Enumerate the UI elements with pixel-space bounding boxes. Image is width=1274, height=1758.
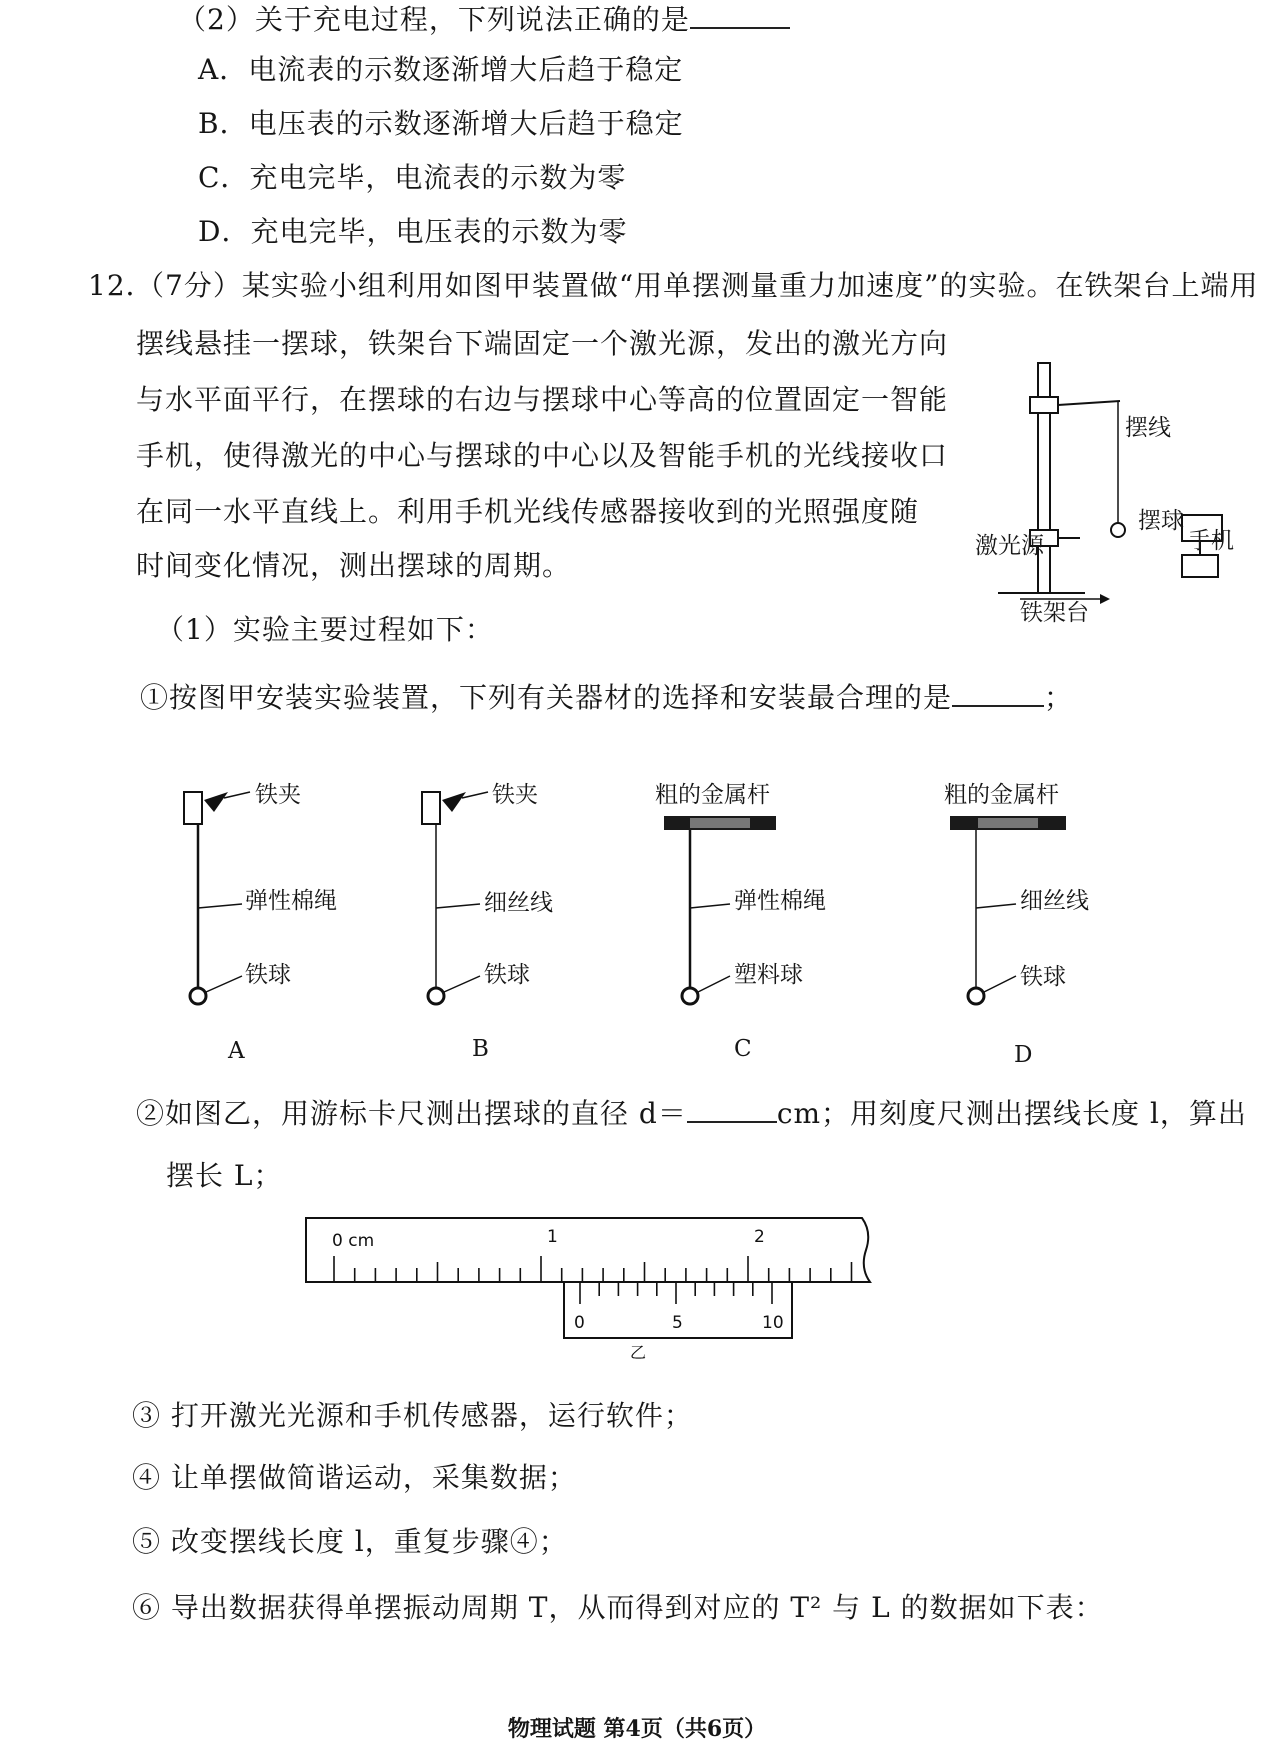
vernier-label-0: 0	[574, 1313, 585, 1333]
choice-b-top-leader	[462, 792, 488, 798]
q12-intro-line-5: 在同一水平直线上。利用手机光线传感器接收到的光照强度随	[136, 495, 920, 528]
choice-c-ball-label: 塑料球	[734, 962, 803, 988]
vernier-scale-ticks	[580, 1282, 772, 1304]
q12-score: （7分）	[136, 269, 242, 302]
choice-diagrams	[0, 770, 1274, 1070]
vernier-label-10: 10	[762, 1313, 784, 1333]
choice-a-clip	[204, 792, 228, 812]
label-string: 摆线	[1125, 415, 1171, 441]
main-scale-ticks	[334, 1256, 852, 1282]
q11-option-c: C．充电完毕，电流表的示数为零	[198, 161, 627, 194]
choice-a-diagram	[184, 792, 250, 1004]
q12-step1: ①按图甲安装实验装置，下列有关器材的选择和安装最合理的是 ；	[140, 681, 1074, 714]
pendulum-ball	[1111, 523, 1125, 537]
upper-clamp	[1030, 397, 1058, 413]
choice-d-top-label: 粗的金属杆	[944, 782, 1059, 808]
choice-b-diagram	[422, 792, 488, 1004]
vernier-caliper	[300, 1212, 880, 1362]
choice-d-ball-leader	[984, 976, 1016, 992]
label-laser: 激光源	[975, 533, 1044, 559]
choice-b-letter: B	[472, 1036, 489, 1062]
q12-intro-line-6: 时间变化情况，测出摆球的周期。	[136, 549, 572, 582]
figure-jia-apparatus	[960, 355, 1240, 635]
choice-d-string-label: 细丝线	[1020, 888, 1089, 914]
q12-intro-line-2: 摆线悬挂一摆球，铁架台下端固定一个激光源，发出的激光方向	[136, 327, 949, 360]
q12-intro-line-3: 与水平面平行，在摆球的右边与摆球中心等高的位置固定一智能	[136, 383, 949, 416]
choice-c-ball	[682, 988, 698, 1004]
q12-step2-line2: 摆长 L；	[166, 1159, 283, 1192]
choice-c-top-label: 粗的金属杆	[655, 782, 770, 808]
choice-a-ball-leader	[206, 976, 242, 992]
choice-c-ball-leader	[698, 976, 730, 992]
choice-c-string-leader	[690, 904, 730, 908]
q12-intro-line-1: （7分）某实验小组利用如图甲装置做“用单摆测量重力加速度”的实验。在铁架台上端用	[136, 269, 1259, 302]
choice-d-string-leader	[976, 904, 1016, 908]
choice-a-top-leader	[224, 792, 250, 798]
choice-c-rod-band	[690, 818, 750, 828]
choice-a-letter: A	[228, 1038, 245, 1064]
choice-a-string-leader	[198, 904, 242, 908]
choice-b-string-label: 细丝线	[484, 890, 553, 916]
choice-a-clamp	[184, 792, 202, 824]
label-stand: 铁架台	[1020, 600, 1089, 626]
vernier-label-5: 5	[672, 1313, 683, 1333]
main-label-2: 2	[754, 1227, 765, 1247]
choice-d-rod-band	[978, 818, 1038, 828]
q12-step4: ④ 让单摆做简谐运动，采集数据；	[132, 1461, 577, 1494]
choice-b-ball	[428, 988, 444, 1004]
choice-d-ball-label: 铁球	[1020, 964, 1066, 990]
q12-step2: ②如图乙，用游标卡尺测出摆球的直径 d＝ cm；用刻度尺测出摆线长度 l，算出	[136, 1097, 1247, 1130]
label-phone: 手机	[1188, 528, 1234, 554]
choice-d-ball	[968, 988, 984, 1004]
choice-b-string-leader	[436, 904, 480, 908]
q11-option-d: D．充电完毕，电压表的示数为零	[198, 215, 628, 248]
choice-c-string-label: 弹性棉绳	[734, 888, 826, 914]
choice-b-ball-leader	[444, 976, 480, 992]
choice-a-ball	[190, 988, 206, 1004]
q11-option-a: A．电流表的示数逐渐增大后趋于稳定	[198, 53, 684, 86]
caliper-main-body	[306, 1218, 870, 1282]
caliper-caption: 乙	[630, 1343, 647, 1362]
q12-part1-title: （1）实验主要过程如下：	[156, 613, 494, 646]
upper-arm	[1058, 401, 1120, 405]
q12-intro-line-4: 手机，使得激光的中心与摆球的中心以及智能手机的光线接收口	[136, 439, 949, 472]
phone-stand	[1182, 555, 1218, 577]
choice-a-string-label: 弹性棉绳	[245, 888, 337, 914]
q11-part2-stem: （2）关于充电过程，下列说法正确的是	[178, 2, 790, 38]
choice-a-ball-label: 铁球	[245, 962, 291, 988]
q12-step5: ⑤ 改变摆线长度 l，重复步骤④；	[132, 1525, 568, 1558]
choice-b-clip	[442, 792, 466, 812]
main-label-0: 0 cm	[332, 1231, 375, 1251]
q11-option-b: B．电压表的示数逐渐增大后趋于稳定	[198, 107, 684, 140]
q12-step3: ③ 打开激光光源和手机传感器，运行软件；	[132, 1399, 693, 1432]
page-footer: 物理试题 第4页（共6页）	[507, 1716, 767, 1742]
choice-b-clamp	[422, 792, 440, 824]
q12-number: 12．	[88, 269, 155, 302]
choice-b-ball-label: 铁球	[484, 962, 530, 988]
q12-step6: ⑥ 导出数据获得单摆振动周期 T，从而得到对应的 T² 与 L 的数据如下表：	[132, 1591, 1104, 1624]
choice-c-letter: C	[734, 1036, 752, 1062]
label-ball: 摆球	[1138, 508, 1184, 534]
choice-d-letter: D	[1014, 1042, 1033, 1068]
stand-pointer-arrow	[1100, 594, 1110, 604]
choice-b-top-label: 铁夹	[492, 782, 538, 808]
choice-a-top-label: 铁夹	[255, 782, 301, 808]
main-label-1: 1	[547, 1227, 558, 1247]
